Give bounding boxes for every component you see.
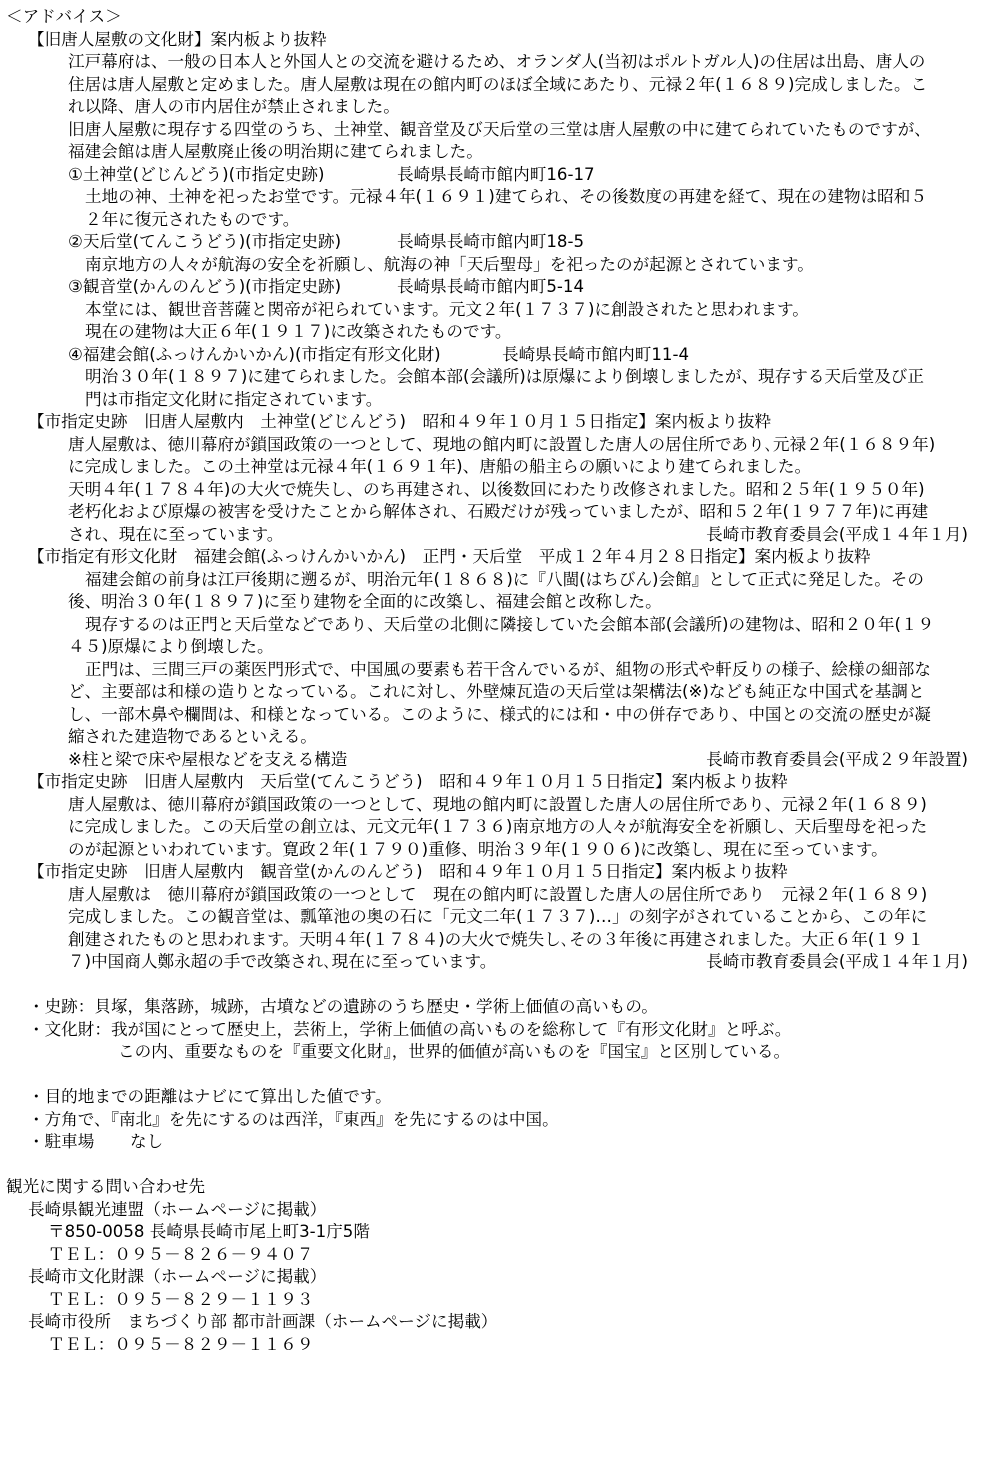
section-text: 唐人屋敷は、徳川幕府が鎖国政策の一つとして、現地の館内町に設置した唐人の居住所であり､元禄２年(１６８９年) [68,434,936,454]
site-text: 南京地方の人々が航海の安全を祈願し、航海の神「天后聖母」を祀ったのが起源とされています。 [85,254,814,274]
contacts-heading: 観光に関する問い合わせ先 [6,1177,206,1196]
intro-line: れ以降、唐人の市内居住が禁止されました。 [68,97,400,116]
section-text: 老朽化および原爆の被害を受けたことから解体され、石殿だけが残っていましたが、昭和５２年(１９７７年)に再建 [68,502,929,521]
site-name: ②天后堂(てんこうどう)(市指定史跡) [68,232,342,251]
section-text-with-credit [0,951,968,974]
spacer [0,974,968,997]
section-title-tenkodo: 【市指定史跡 旧唐人屋敷内 天后堂(てんこうどう) 昭和４９年１０月１５日指定】案内板より抜粋 [28,772,788,791]
site-address: 長崎県長崎市館内町5-14 [397,277,585,296]
note-with-credit [0,749,968,772]
site-heading-kannondo [0,276,968,299]
section-text: 創建されたものと思われます。天明４年(１７８４)の大火で焼失し､その３年後に再建されました。大正６年(１９１ [68,929,925,949]
section-text: 唐人屋敷は 徳川幕府が鎖国政策の一つとして 現在の館内町に設置した唐人の居住所であり 元禄２年(１６８９) [68,884,928,904]
section-text: に完成しました。この天后堂の創立は、元文元年(１７３６)南京地方の人々が航海安全を祈願し、天后聖母を祀った [68,817,928,836]
intro-line: 住居は唐人屋敷と定めました。唐人屋敷は現在の館内町のほぼ全域にあたり、元禄２年(１６８９)完成しました。こ [68,74,928,94]
parking-label: ・駐車場 [28,1132,95,1151]
site-heading-fukken-kaikan [0,344,968,367]
contact-name: 長崎県観光連盟（ホームページに掲載） [28,1199,327,1219]
site-name: ③観音堂(かんのんどう)(市指定史跡) [68,277,342,296]
parking-info [0,1131,968,1154]
advice-document [0,6,968,1356]
section-text: 唐人屋敷は、徳川幕府が鎖国政策の一つとして、現地の館内町に設置した唐人の居住所であり、元禄２年(１６８９) [68,794,927,814]
glossary-item-shiseki: ・史跡：貝塚，集落跡，城跡，古墳などの遺跡のうち歴史・学術上価値の高いもの。 [28,997,658,1016]
credit: 長崎市教育委員会(平成２９年設置) [706,749,968,769]
glossary-item-bunkazai: ・文化財：我が国にとって歴史上，芸術上，学術上価値の高いものを総称して『有形文化財』と呼ぶ。 [28,1019,792,1039]
site-heading-tenkodo [0,231,968,254]
site-text: 現在の建物は大正６年(１９１７)に改築されたものです。 [85,322,512,341]
contact-tel: ＴＥＬ：０９５－８２６－９４０７ [48,1244,314,1264]
section-title-fukken-kaikan: 【市指定有形文化財 福建会館(ふっけんかいかん) 正門・天后堂 平成１２年４月２８日指定】案内板より抜粋 [28,547,871,566]
section-text: し、一部木鼻や欄間は、和様となっている。このように、様式的には和・中の併存であり、中国との交流の歴史が凝 [68,704,931,724]
credit: 長崎市教育委員会(平成１４年１月) [706,952,968,971]
section-title-kannondo: 【市指定史跡 旧唐人屋敷内 観音堂(かんのんどう) 昭和４９年１０月１５日指定】案内板より抜粋 [28,862,788,881]
site-address: 長崎県長崎市館内町16-17 [397,164,595,184]
advice-heading: ＜アドバイス＞ [6,7,122,26]
section-text: 縮された建造物であるといえる。 [68,727,317,746]
section-text: され、現在に至っています。 [68,524,284,544]
note-distance: ・目的地までの距離はナビにて算出した値です。 [28,1087,392,1106]
section-text: 現存するのは正門と天后堂などであり、天后堂の北側に隣接していた会館本部(会議所)の建物は、昭和２０年(１９ [85,614,935,634]
contact-tel: ＴＥＬ：０９５－８２９－１１９３ [48,1289,314,1309]
section-text: ７)中国商人鄭永超の手で改築され､現在に至っています。 [68,952,497,971]
site-text: 本堂には、観世音菩薩と関帝が祀られています。元文２年(１７３７)に創設されたと思われます。 [85,299,809,319]
section-text: 正門は、三間三戸の薬医門形式で、中国風の要素も若干含んでいるが、組物の形式や軒反りの様子、絵様の細部な [85,659,931,679]
site-address: 長崎県長崎市館内町11-4 [502,344,690,364]
section-text: 後、明治３０年(１８９７)に至り建物を全面的に改築し、福建会館と改称した。 [68,592,662,611]
section-text: のが起源といわれています。寛政２年(１７９０)重修、明治３９年(１９０６)に改築し、現在に至っています。 [68,839,888,859]
section-text-with-credit [0,524,968,547]
section-text: 天明４年(１７８４年)の大火で焼失し、のち再建され、以後数回にわたり改修されました。昭和２５年(１９５０年) [68,479,925,499]
spacer [0,1064,968,1087]
credit: 長崎市教育委員会(平成１４年１月) [706,524,968,544]
spacer [0,1154,968,1177]
intro-line: 江戸幕府は、一般の日本人と外国人との交流を避けるため、オランダ人(当初はポルトガル人)の住居は出島、唐人の [68,52,926,71]
site-text: 土地の神、土神を祀ったお堂です。元禄４年(１６９１)建てられ、その後数度の再建を経て、現在の建物は昭和５ [85,187,927,206]
site-name: ④福建会館(ふっけんかいかん)(市指定有形文化財) [68,344,441,364]
intro-line: 福建会館は唐人屋敷廃止後の明治期に建てられました。 [68,142,483,161]
contact-name: 長崎市文化財課（ホームページに掲載） [28,1267,327,1286]
contact-address: 〒850-0058 長崎県長崎市尾上町3-1庁5階 [48,1222,370,1241]
contact-tel: ＴＥＬ：０９５－８２９－１１６９ [48,1334,314,1354]
site-name: ①土神堂(どじんどう)(市指定史跡) [68,164,325,184]
intro-line: 旧唐人屋敷に現存する四堂のうち、土神堂、観音堂及び天后堂の三堂は唐人屋敷の中に建てられていたものですが、 [68,119,931,139]
section-text: ４５)原爆により倒壊した。 [68,637,274,656]
section-text: 完成しました。この観音堂は、瓢箪池の奥の石に「元文二年(１７３７)…」の刻字がされていることから、この年に [68,907,928,926]
parking-value: なし [130,1132,164,1151]
footnote: ※柱と梁で床や屋根などを支える構造 [68,749,348,769]
section-title-cultural-assets: 【旧唐人屋敷の文化財】案内板より抜粋 [28,29,327,49]
site-text: 門は市指定文化財に指定されています。 [85,389,383,409]
site-address: 長崎県長崎市館内町18-5 [397,232,585,251]
site-heading-dojindo [0,164,968,187]
section-text: 福建会館の前身は江戸後期に遡るが、明治元年(１８６８)に『八閩(はちびん)会館』として正式に発足した。その [85,569,924,589]
section-text: に完成しました。この土神堂は元禄４年(１６９１年)、唐船の船主らの願いにより建てられました。 [68,457,812,476]
glossary-item-continuation: この内、重要なものを『重要文化財』，世界的価値が高いものを『国宝』と区別している。 [118,1042,791,1061]
site-text: ２年に復元されたものです。 [85,209,300,229]
site-text: 明治３０年(１８９７)に建てられました。会館本部(会議所)は原爆により倒壊しましたが、現存する天后堂及び正 [85,367,924,386]
note-direction: ・方角で、『南北』を先にするのは西洋，『東西』を先にするのは中国。 [28,1109,559,1129]
contact-name: 長崎市役所 まちづくり部 都市計画課（ホームページに掲載） [28,1312,498,1331]
section-text: ど、主要部は和様の造りとなっている。これに対し、外壁煉瓦造の天后堂は架構法(※)なども純正な中国式を基調と [68,682,925,701]
section-title-dojindo: 【市指定史跡 旧唐人屋敷内 土神堂(どじんどう) 昭和４９年１０月１５日指定】案内板より抜粋 [28,412,772,431]
